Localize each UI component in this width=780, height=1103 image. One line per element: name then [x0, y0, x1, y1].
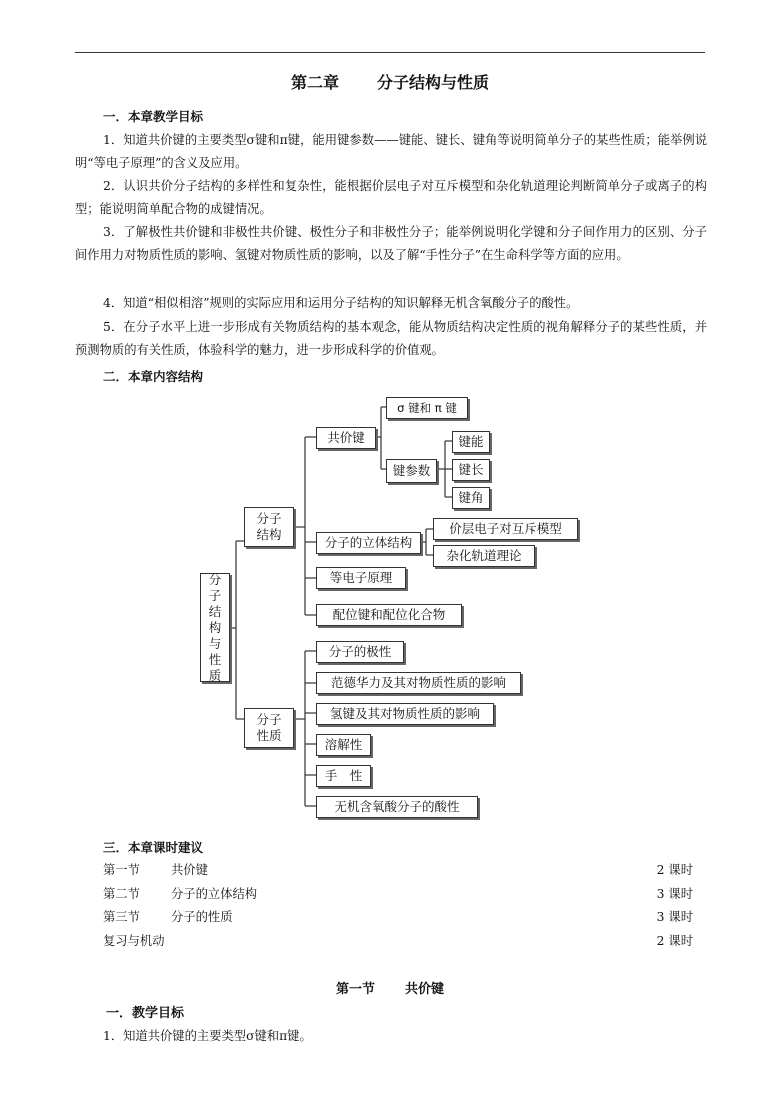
schedule-row: [103, 931, 693, 951]
diagram-solubility-box: 溶解性: [316, 734, 371, 756]
diagram-bond-params-box: 键参数: [386, 459, 437, 483]
diagram-covalent-box: 共价键: [316, 427, 376, 449]
lesson-goals-heading: 一．教学目标: [106, 1006, 185, 1021]
diagram-oxyacid-box: 无机含氧酸分子的酸性: [316, 796, 478, 818]
schedule-hours: 3 课时: [656, 887, 693, 901]
goal-item-1: 1．知道共价键的主要类型σ键和π键，能用键参数——键能、键长、键角等说明简单分子的某些性质；能举例说明“等电子原理”的含义及应用。: [75, 133, 707, 170]
chapter-number: 第二章: [290, 73, 339, 92]
diagram-bond-energy-box: 键能: [452, 431, 490, 453]
lesson-name: 共价键: [405, 982, 445, 997]
diagram-hybrid-box: 杂化轨道理论: [433, 545, 535, 567]
diagram-root-box: 分 子 结 构 与 性 质: [200, 573, 230, 682]
goal-item-3: 3．了解极性共价键和非极性共价键、极性分子和非极性分子；能举例说明化学键和分子间作用力的区别、分子间作用力对物质性质的影响、氢键对物质性质的影响，以及了解“手性分子”在生命科学等方面的应用。: [75, 225, 707, 262]
diagram-chirality-box: 手 性: [316, 765, 371, 787]
schedule-topic: 分子的性质: [171, 910, 233, 924]
schedule-topic: 分子的立体结构: [171, 887, 258, 901]
schedule-hours: 2 课时: [656, 934, 693, 948]
diagram-polarity-box: 分子的极性: [316, 641, 404, 663]
diagram-vsepr-box: 价层电子对互斥模型: [433, 518, 578, 540]
schedule-row: [103, 907, 693, 927]
schedule-row: [103, 860, 693, 880]
goal-item-4: 4．知道“相似相溶”规则的实际应用和运用分子结构的知识解释无机含氧酸分子的酸性。: [103, 296, 579, 310]
diagram-bond-angle-box: 键角: [452, 487, 490, 509]
chapter-name: 分子结构与性质: [377, 73, 490, 92]
lesson-goal-item-1: 1．知道共价键的主要类型σ键和π键。: [103, 1029, 312, 1043]
schedule-section: 第一节: [103, 863, 140, 877]
diagram-hbond-box: 氢键及其对物质性质的影响: [316, 703, 494, 725]
header-rule: [75, 52, 705, 53]
chapter-title: [0, 70, 780, 93]
schedule-hours: 2 课时: [656, 863, 693, 877]
schedule-heading: 三．本章课时建议: [103, 840, 204, 855]
structure-heading: 二．本章内容结构: [103, 369, 204, 384]
schedule-row: [103, 884, 693, 904]
lesson-number: 第一节: [335, 982, 375, 997]
goal-item-5: 5．在分子水平上进一步形成有关物质结构的基本观念，能从物质结构决定性质的视角解释分子的某些性质，并预测物质的有关性质，体验科学的魅力，进一步形成科学的价值观。: [75, 320, 707, 357]
diagram-spatial-box: 分子的立体结构: [316, 532, 421, 554]
schedule-section: 第三节: [103, 910, 140, 924]
goal-item-2: 2．认识共价分子结构的多样性和复杂性，能根据价层电子对互斥模型和杂化轨道理论判断简单分子或离子的构型；能说明简单配合物的成键情况。: [75, 179, 707, 216]
schedule-section: 复习与机动: [103, 934, 165, 948]
diagram-vdw-box: 范德华力及其对物质性质的影响: [316, 672, 521, 694]
diagram-bond-length-box: 键长: [452, 459, 490, 481]
goals-heading: 一．本章教学目标: [103, 109, 204, 124]
diagram-structure-box: 分子 结构: [244, 507, 294, 547]
schedule-hours: 3 课时: [656, 910, 693, 924]
diagram-isoelectronic-box: 等电子原理: [316, 567, 406, 589]
schedule-section: 第二节: [103, 887, 140, 901]
lesson-title: [0, 978, 780, 997]
diagram-coordination-box: 配位键和配位化合物: [316, 604, 462, 626]
diagram-properties-box: 分子 性质: [244, 708, 294, 748]
schedule-topic: 共价键: [171, 863, 208, 877]
diagram-sigma-pi-box: σ 键和 π 键: [386, 397, 468, 419]
